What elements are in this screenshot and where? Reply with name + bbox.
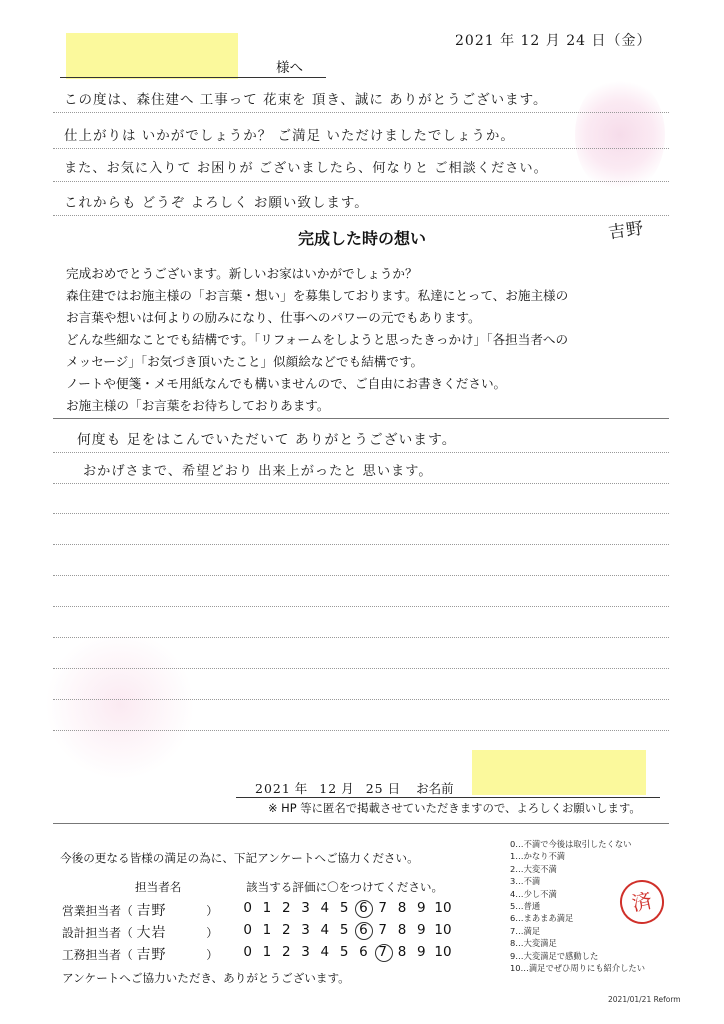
rating-option[interactable]: 5 xyxy=(339,900,349,916)
intro-line: 完成おめでとうございます。新しいお家はいかがでしょうか？ xyxy=(66,266,418,281)
message-rule xyxy=(53,730,669,731)
message-rule xyxy=(53,483,669,484)
date-name-underline xyxy=(236,797,660,798)
form-footer: 2021/01/21 Reform xyxy=(608,995,681,1004)
survey-divider xyxy=(53,823,500,824)
rating-option[interactable]: 10 xyxy=(434,922,452,938)
row-label: 工務担当者（ xyxy=(62,948,133,962)
rating-option[interactable]: 3 xyxy=(301,922,310,938)
message-rule xyxy=(53,452,669,453)
row-close: ） xyxy=(206,948,219,962)
recipient-name-redaction xyxy=(66,33,238,79)
floral-watermark-decoration xyxy=(45,630,195,780)
form-date xyxy=(255,779,454,797)
legend-item: 0…不満で今後は取引したくない xyxy=(510,839,632,849)
message-rule xyxy=(53,668,669,669)
rating-option[interactable]: 7 xyxy=(378,944,388,960)
date-month-value: 12 xyxy=(319,781,338,796)
rating-scale-sales xyxy=(238,900,455,916)
rating-option[interactable]: 8 xyxy=(397,944,407,960)
rating-option[interactable]: 3 xyxy=(301,944,310,960)
recipient-suffix: 様へ xyxy=(276,60,303,76)
rating-option[interactable]: 10 xyxy=(434,900,452,916)
staff-name: 吉野 xyxy=(136,947,167,963)
legend-item: 7…満足 xyxy=(510,925,541,936)
survey-row-sales xyxy=(62,900,218,920)
form-intro xyxy=(66,263,568,417)
rating-option[interactable]: 6 xyxy=(359,922,368,938)
letter-line: また、お気に入りて お困りが ございましたら、何なりと ご相談ください。 xyxy=(64,161,548,176)
letter-line: 仕上がりは いかがでしょうか？ ご満足 いただけましたでしょうか。 xyxy=(64,128,515,144)
letter-date: 2021 年 12 月 24 日（金） xyxy=(455,33,652,49)
rating-option[interactable]: 5 xyxy=(339,944,349,960)
message-rule xyxy=(53,544,669,545)
letter-line: この度は、森住建へ 工事って 花束を 頂き、誠に ありがとうございます。 xyxy=(64,92,548,108)
rating-option[interactable]: 2 xyxy=(281,900,291,916)
rating-option[interactable]: 0 xyxy=(243,944,252,960)
message-rule xyxy=(53,637,669,638)
customer-message-line: おかげさまで、希望どおり 出来上がったと 思います。 xyxy=(83,464,433,479)
rating-header: 該当する評価に〇をつけてください。 xyxy=(246,880,444,894)
date-day-value: 25 xyxy=(365,781,384,796)
selected-rating-circle xyxy=(375,944,393,962)
row-label: 設計担当者（ xyxy=(62,926,133,940)
legend-item: 4…少し不満 xyxy=(510,888,557,899)
survey-row-construction xyxy=(62,944,218,964)
rating-option[interactable]: 9 xyxy=(417,922,426,938)
staff-header: 担当者名 xyxy=(135,880,182,894)
rating-option[interactable]: 5 xyxy=(339,922,349,938)
section-divider xyxy=(53,418,669,419)
letter-signature: 吉野 xyxy=(607,218,646,244)
legend-item: 5…普通 xyxy=(510,901,541,912)
legend-item: 6…まあまあ満足 xyxy=(510,913,574,924)
letter-rule xyxy=(53,148,669,149)
rating-option[interactable]: 9 xyxy=(417,900,426,916)
rating-scale-construction xyxy=(238,944,455,960)
staff-name: 大岩 xyxy=(136,925,167,941)
row-close: ） xyxy=(206,904,219,918)
rating-scale-design xyxy=(238,922,455,938)
rating-option[interactable]: 7 xyxy=(378,900,388,916)
floral-watermark-decoration xyxy=(575,75,665,195)
legend-item: 9…大変満足で感動した xyxy=(510,950,599,961)
rating-option[interactable]: 7 xyxy=(378,922,388,938)
rating-option[interactable]: 4 xyxy=(320,900,330,916)
recipient-underline xyxy=(60,77,326,78)
survey-thanks: アンケートへご協力いただき、ありがとうございます。 xyxy=(62,971,350,985)
date-month-label: 月 xyxy=(341,781,354,796)
row-close: ） xyxy=(206,926,219,940)
date-year-value: 2021 xyxy=(255,781,291,796)
customer-name-redaction xyxy=(472,750,646,795)
intro-line: お言葉や想いは何よりの励みになり、仕事へのパワーの元でもあります。 xyxy=(66,310,481,325)
letter-rule xyxy=(53,215,669,216)
rating-option[interactable]: 6 xyxy=(359,900,368,916)
anonymous-notice: ※ HP 等に匿名で掲載させていただきますので、よろしくお願いします。 xyxy=(268,801,641,815)
rating-option[interactable]: 2 xyxy=(281,944,291,960)
rating-option[interactable]: 0 xyxy=(243,900,252,916)
rating-option[interactable]: 1 xyxy=(262,944,272,960)
rating-option[interactable]: 1 xyxy=(262,922,272,938)
legend-item: 3…不満 xyxy=(510,876,541,887)
rating-option[interactable]: 0 xyxy=(243,922,252,938)
rating-option[interactable]: 2 xyxy=(281,922,291,938)
rating-option[interactable]: 8 xyxy=(397,922,407,938)
processed-stamp: 済 xyxy=(616,876,668,928)
intro-line: メッセージ」「お気づき頂いたこと」似顔絵などでも結構です。 xyxy=(66,354,424,369)
rating-option[interactable]: 8 xyxy=(397,900,407,916)
rating-option[interactable]: 10 xyxy=(434,944,452,960)
rating-option[interactable]: 9 xyxy=(417,944,426,960)
letter-rule xyxy=(53,112,669,113)
form-title: 完成した時の想い xyxy=(297,229,426,248)
legend-item: 10…満足でぜひ周りにも紹介したい xyxy=(510,963,646,974)
date-day-label: 日 xyxy=(387,781,401,796)
intro-line: 森住建ではお施主様の「お言葉・想い」を募集しております。私達にとって、お施主様の xyxy=(66,288,569,303)
customer-message-line: 何度も 足をはこんでいただいて ありがとうございます。 xyxy=(77,432,457,448)
letter-rule xyxy=(53,181,669,182)
date-year-label: 年 xyxy=(294,781,308,796)
staff-name: 吉野 xyxy=(136,903,167,919)
legend-item: 2…大変不満 xyxy=(510,863,557,874)
rating-option[interactable]: 6 xyxy=(359,944,368,960)
legend-item: 8…大変満足 xyxy=(510,938,557,949)
intro-line: お施主様の「お言葉をお待ちしておりあます。 xyxy=(66,398,330,413)
intro-line: どんな些細なことでも結構です。「リフォームをしようと思ったきっかけ」「各担当者への xyxy=(66,332,569,347)
rating-option[interactable]: 4 xyxy=(320,944,330,960)
letter-line: これからも どうぞ よろしく お願い致します。 xyxy=(64,195,369,211)
rating-option[interactable]: 3 xyxy=(301,900,310,916)
row-label: 営業担当者（ xyxy=(62,904,133,918)
rating-option[interactable]: 1 xyxy=(262,900,272,916)
message-rule xyxy=(53,513,669,514)
name-label: お名前 xyxy=(416,781,454,796)
legend-box-top xyxy=(500,823,669,824)
rating-option[interactable]: 4 xyxy=(320,922,330,938)
survey-row-design xyxy=(62,922,218,942)
legend-item: 1…かなり不満 xyxy=(510,851,566,862)
intro-line: ノートや便箋・メモ用紙なんでも構いませんので、ご自由にお書きください。 xyxy=(66,376,507,391)
message-rule xyxy=(53,606,669,607)
message-rule xyxy=(53,575,669,576)
survey-intro: 今後の更なる皆様の満足の為に、下記アンケートへご協力ください。 xyxy=(60,851,419,865)
message-rule xyxy=(53,699,669,700)
